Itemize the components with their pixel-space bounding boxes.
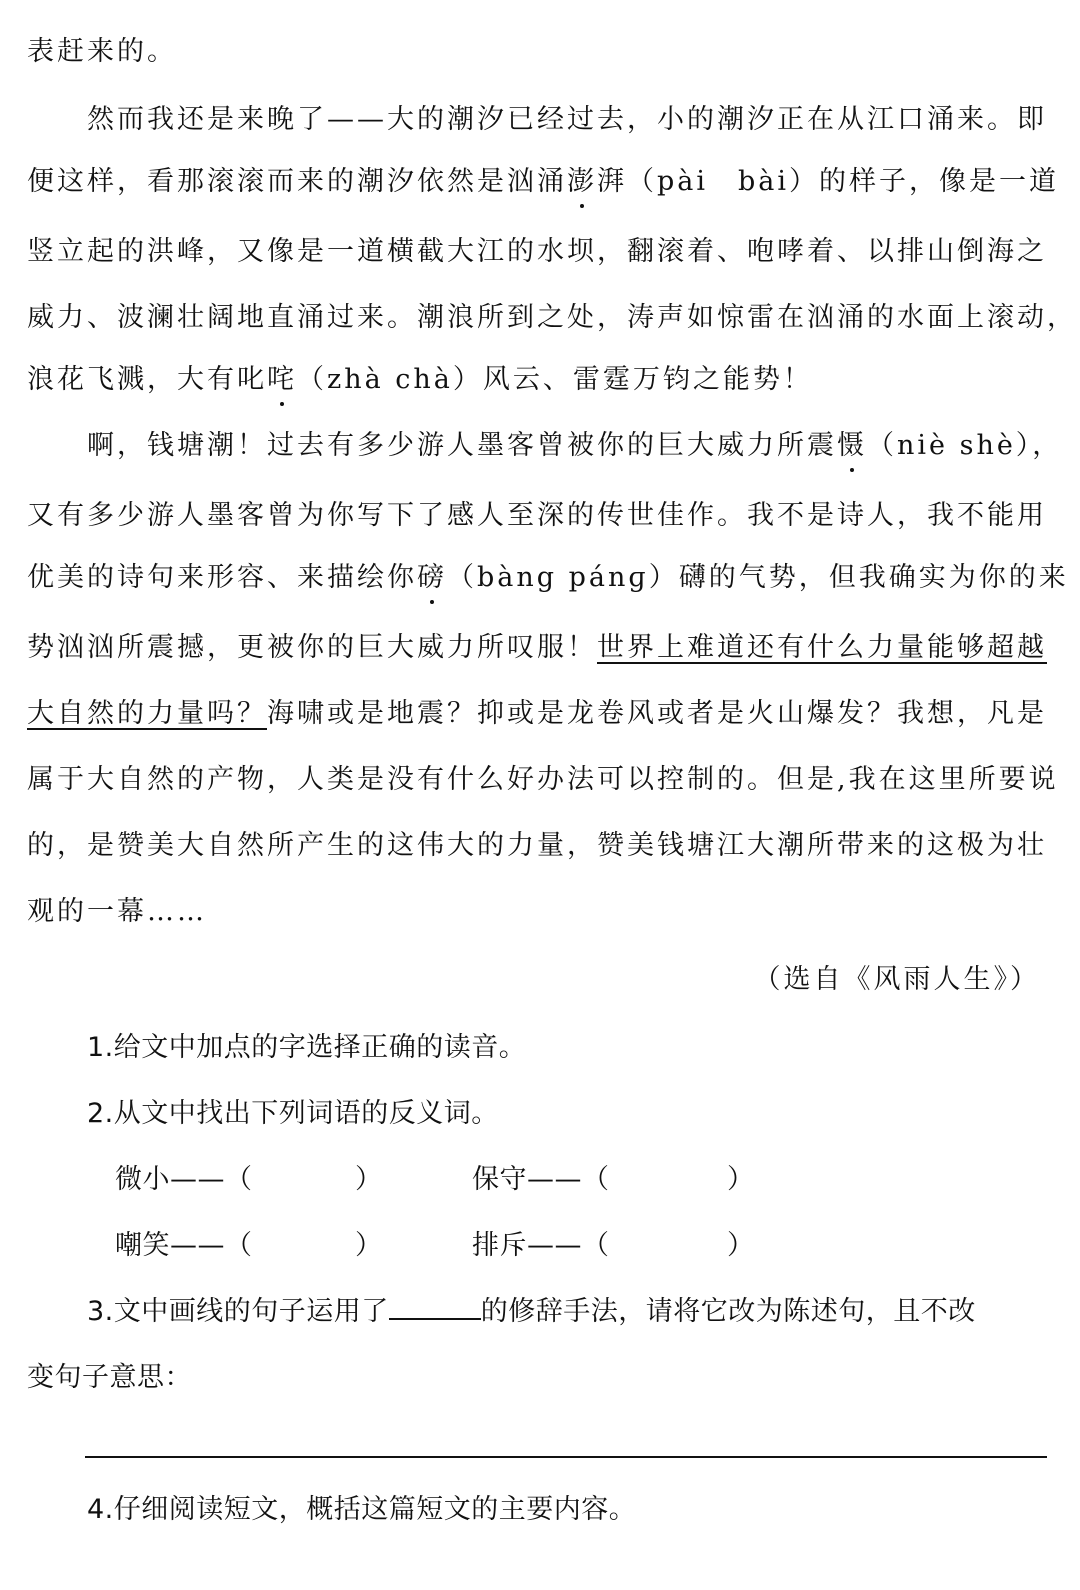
- passage-text: 海啸或是地震？抑或是龙卷风或者是火山爆发？我想，凡是: [267, 698, 1047, 729]
- passage-line: [0, 558, 1080, 598]
- passage-text: 竖立起的洪峰，又像是一道横截大江的水坝，翻滚着、咆哮着、以排山倒海之: [27, 236, 1047, 267]
- antonym-word: 排斥——（: [472, 1230, 610, 1261]
- passage-line: [0, 760, 1080, 800]
- passage-line: [0, 426, 1080, 466]
- passage-line: [0, 32, 1080, 72]
- passage-line: [0, 826, 1080, 866]
- antonym-item: [115, 1226, 253, 1266]
- antonym-word: 保守——（: [472, 1164, 610, 1195]
- antonym-row: [0, 1160, 1080, 1200]
- question-text: 变句子意思：: [27, 1362, 192, 1393]
- antonym-item: [472, 1226, 610, 1266]
- question-text: 3.文中画线的句子运用了: [87, 1296, 389, 1327]
- question-1: [0, 1028, 1080, 1068]
- question-text: 的修辞手法，请将它改为陈述句，且不改: [480, 1296, 976, 1327]
- question-4: [0, 1490, 1080, 1530]
- passage-line: [0, 496, 1080, 536]
- passage-line: [0, 232, 1080, 272]
- dotted-character: 慑: [837, 426, 867, 466]
- passage-text: 观的一幕……: [27, 896, 207, 927]
- antonym-word: 微小——（: [115, 1164, 253, 1195]
- question-3: [0, 1292, 1080, 1332]
- antonym-close: ）: [727, 1164, 755, 1195]
- underlined-sentence: 大自然的力量吗？: [27, 698, 267, 729]
- passage-text: （bàng pánɡ）礴的气势，但我确实为你的来: [447, 562, 1069, 593]
- passage-text: 便这样，看那滚滚而来的潮汐依然是汹涌: [27, 166, 567, 197]
- passage-text: （niè shè），: [867, 430, 1063, 461]
- passage-line: [0, 298, 1080, 338]
- passage-line: [0, 162, 1080, 202]
- passage-line: [0, 360, 1080, 400]
- passage-line: [0, 694, 1080, 734]
- passage-text: 优美的诗句来形容、来描绘你: [27, 562, 417, 593]
- antonym-item: [472, 1160, 610, 1200]
- antonym-row: [0, 1226, 1080, 1266]
- passage-line: [0, 892, 1080, 932]
- fill-in-blank[interactable]: [389, 1292, 481, 1320]
- antonym-word: 嘲笑——（: [115, 1230, 253, 1261]
- passage-text: 又有多少游人墨客曾为你写下了感人至深的传世佳作。我不是诗人，我不能用: [27, 500, 1047, 531]
- passage-line: [0, 100, 1080, 140]
- passage-text: 威力、波澜壮阔地直涌过来。潮浪所到之处，涛声如惊雷在汹涌的水面上滚动，: [27, 302, 1077, 333]
- underlined-sentence: 世界上难道还有什么力量能够超越: [597, 632, 1047, 663]
- antonym-close: ）: [355, 1164, 383, 1195]
- passage-text: 属于大自然的产物，人类是没有什么好办法可以控制的。但是,我在这里所要说: [27, 764, 1059, 795]
- passage-text: 浪花飞溅，大有叱: [27, 364, 267, 395]
- passage-text: 啊，钱塘潮！过去有多少游人墨客曾被你的巨大威力所震: [87, 430, 837, 461]
- dotted-character: 澎: [567, 162, 597, 202]
- answer-line[interactable]: [85, 1456, 1047, 1458]
- dotted-character: 咤: [267, 360, 297, 400]
- passage-text: 势汹汹所震撼，更被你的巨大威力所叹服！: [27, 632, 597, 663]
- passage-text: 然而我还是来晚了——大的潮汐已经过去，小的潮汐正在从江口涌来。即: [87, 104, 1047, 135]
- question-text: 2.从文中找出下列词语的反义词。: [87, 1098, 499, 1129]
- question-3-continued: [0, 1358, 1080, 1398]
- antonym-close: ）: [727, 1230, 755, 1261]
- source-text: （选自《风雨人生》）: [753, 964, 1040, 995]
- source-citation: [754, 960, 1041, 1000]
- question-2: [0, 1094, 1080, 1134]
- passage-text: （zhà chà）风云、雷霆万钧之能势！: [297, 364, 813, 395]
- passage-text: 湃（pài bài）的样子，像是一道: [597, 166, 1060, 197]
- antonym-item: [115, 1160, 253, 1200]
- antonym-close: ）: [355, 1230, 383, 1261]
- question-text: 1.给文中加点的字选择正确的读音。: [87, 1032, 527, 1063]
- passage-text: 的，是赞美大自然所产生的这伟大的力量，赞美钱塘江大潮所带来的这极为壮: [27, 830, 1047, 861]
- question-text: 4.仔细阅读短文，概括这篇短文的主要内容。: [87, 1494, 637, 1525]
- passage-text: 表赶来的。: [27, 36, 177, 67]
- dotted-character: 磅: [417, 558, 447, 598]
- passage-line: [0, 628, 1080, 668]
